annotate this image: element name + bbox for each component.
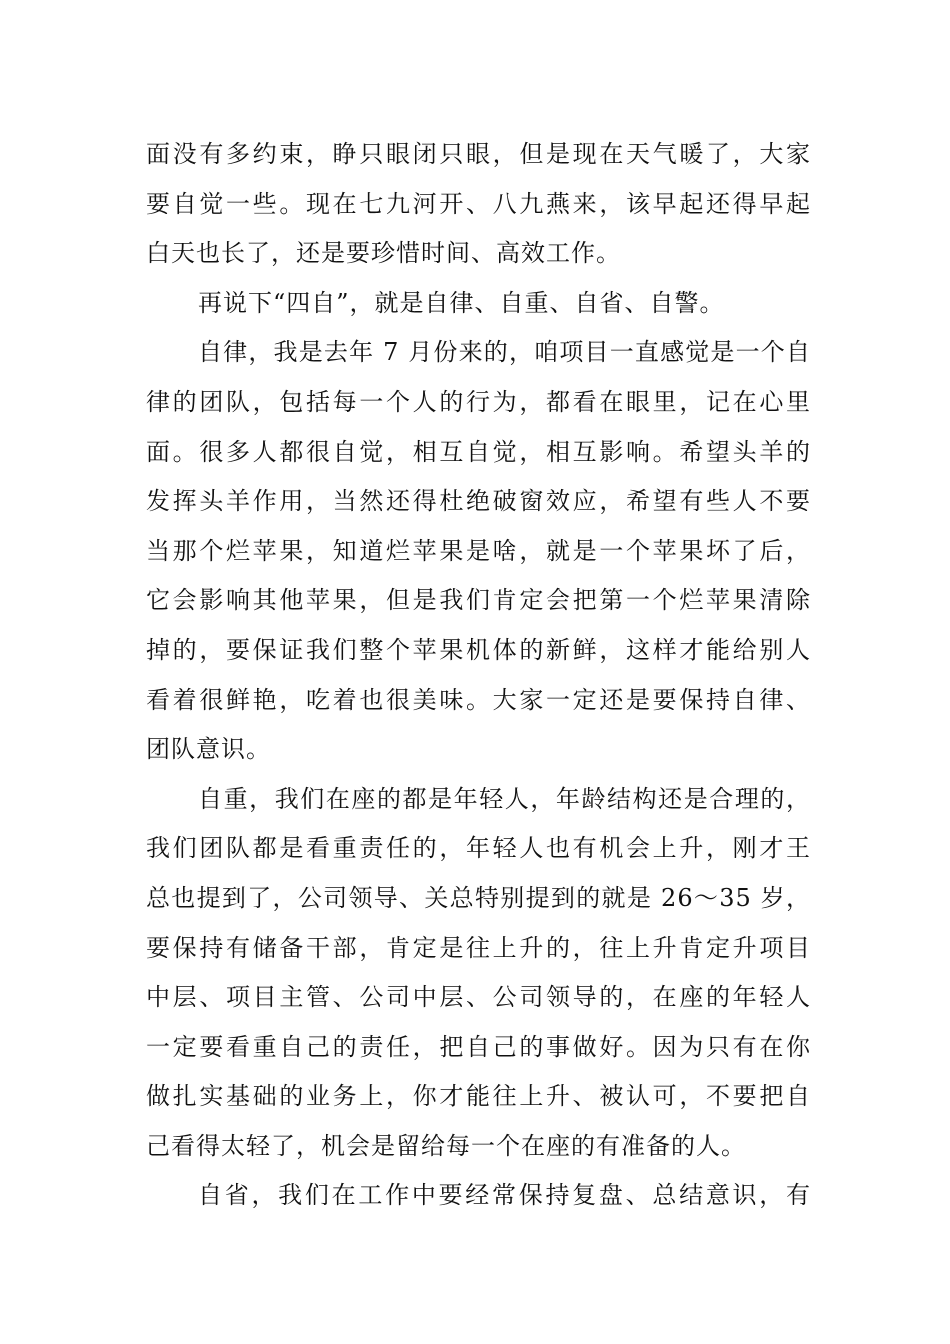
text-line: 当那个烂苹果，知道烂苹果是啥，就是一个苹果坏了后， <box>146 536 811 565</box>
text-line: 掉的，要保证我们整个苹果机体的新鲜，这样才能给别人 <box>146 635 811 664</box>
text-line: 我们团队都是看重责任的，年轻人也有机会上升，刚才王 <box>146 834 811 863</box>
paragraph <box>146 775 811 1172</box>
text-line: 律的团队，包括每一个人的行为，都看在眼里，记在心里 <box>146 387 811 416</box>
text-line: 要自觉一些。现在七九河开、八九燕来，该早起还得早起 <box>146 189 811 218</box>
paragraph <box>146 130 811 279</box>
text-line: 中层、项目主管、公司中层、公司领导的，在座的年轻人 <box>146 983 811 1012</box>
paragraph <box>146 1171 811 1221</box>
text-line: 发挥头羊作用，当然还得杜绝破窗效应，希望有些人不要 <box>146 487 811 516</box>
text-line: 团队意识。 <box>146 735 271 764</box>
text-line: 要保持有储备干部，肯定是往上升的，往上升肯定升项目 <box>146 933 811 962</box>
text-line: 再说下“四自”，就是自律、自重、自省、自警。 <box>198 288 725 317</box>
text-line: 看着很鲜艳，吃着也很美味。大家一定还是要保持自律、 <box>146 685 811 714</box>
text-line: 总也提到了，公司领导、关总特别提到的就是 26～35 岁， <box>146 883 811 912</box>
text-line: 做扎实基础的业务上，你才能往上升、被认可，不要把自 <box>146 1082 811 1111</box>
text-line: 面。很多人都很自觉，相互自觉，相互影响。希望头羊的 <box>146 437 811 466</box>
paragraph <box>146 279 811 329</box>
text-line: 自律，我是去年 7 月份来的，咱项目一直感觉是一个自 <box>198 338 811 367</box>
body-text <box>146 130 811 1221</box>
text-line: 自省，我们在工作中要经常保持复盘、总结意识，有 <box>198 1181 811 1210</box>
text-line: 白天也长了，还是要珍惜时间、高效工作。 <box>146 239 621 268</box>
text-line: 面没有多约束，睁只眼闭只眼，但是现在天气暖了，大家 <box>146 140 811 168</box>
paragraph <box>146 328 811 774</box>
text-line: 自重，我们在座的都是年轻人，年龄结构还是合理的， <box>198 784 811 813</box>
text-line: 它会影响其他苹果，但是我们肯定会把第一个烂苹果清除 <box>146 586 811 615</box>
text-line: 己看得太轻了，机会是留给每一个在座的有准备的人。 <box>146 1131 746 1160</box>
text-line: 一定要看重自己的责任，把自己的事做好。因为只有在你 <box>146 1032 811 1061</box>
